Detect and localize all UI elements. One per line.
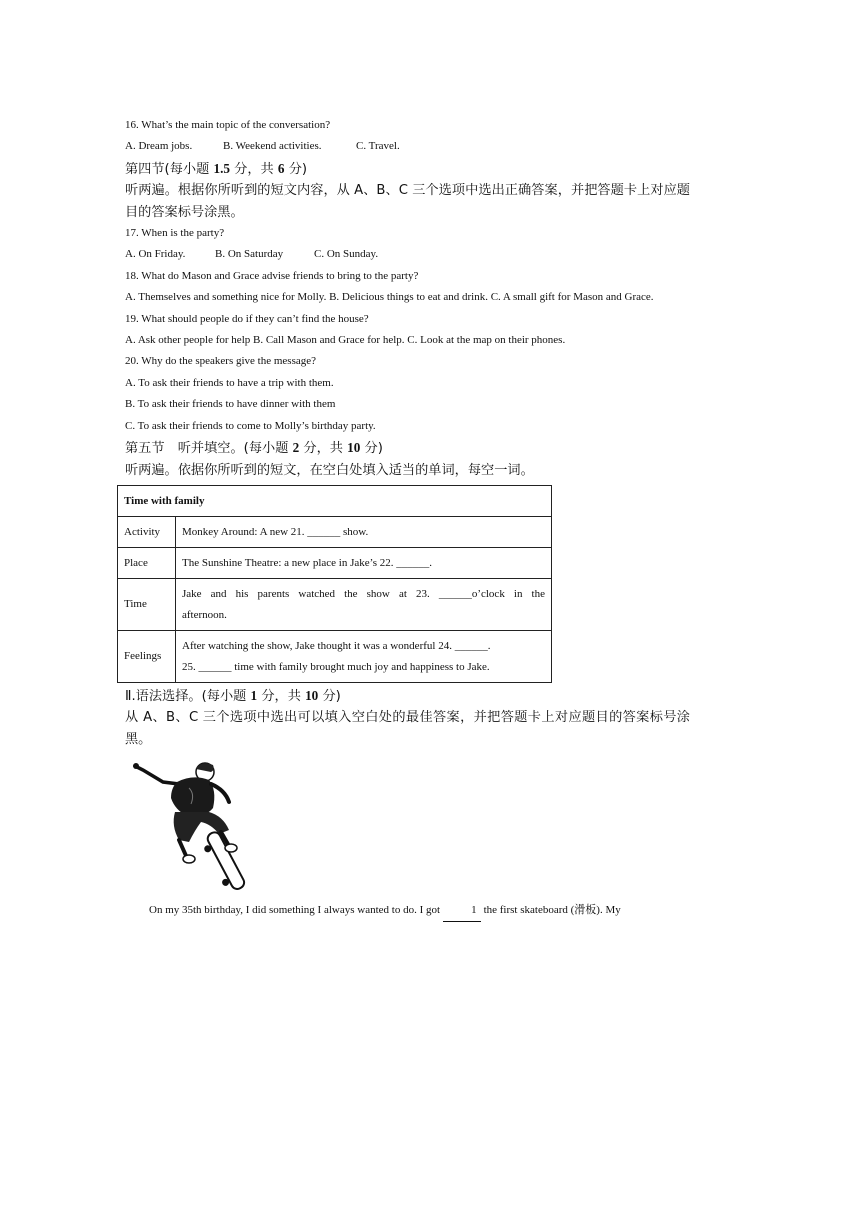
row-label: Time [118, 578, 176, 630]
q19-options: A. Ask other people for help B. Call Mason and Grace for help. C. Look at the map on their phones. [125, 334, 566, 347]
row-text [176, 630, 552, 682]
passage-blank-1: 1 [443, 900, 481, 922]
table-row [118, 578, 552, 630]
row-label: Feelings [118, 630, 176, 682]
q16-option-b: B. Weekend activities. [223, 140, 322, 153]
row-text: The Sunshine Theatre: a new place in Jake’s 22. ______. [176, 547, 552, 578]
section5-instruction: 听两遍。依据你所听到的短文，在空白处填入适当的单词，每空一词。 [125, 462, 534, 478]
row-label: Place [118, 547, 176, 578]
q20-option-c: C. To ask their friends to come to Molly’s birthday party. [125, 419, 376, 432]
table-row [118, 516, 552, 547]
section5-title: 第五节 听并填空。(每小题 2 分，共 10 分) [125, 440, 383, 457]
skateboarder-illustration [131, 760, 261, 890]
passage-text: On my 35th birthday, I did something I always wanted to do. I got [149, 904, 443, 917]
q16-option-a: A. Dream jobs. [125, 140, 193, 153]
q17-option-a: A. On Friday. [125, 248, 186, 261]
row-text-line: Jake and his parents watched the show at 23. ______o’clock in the [182, 587, 545, 600]
time-with-family-table [117, 485, 552, 683]
q18-question: 18. What do Mason and Grace advise friends to bring to the party? [125, 269, 419, 282]
q16-question: 16. What’s the main topic of the conversation? [125, 119, 331, 131]
q19-question: 19. What should people do if they can’t find the house? [125, 312, 369, 325]
table-header: Time with family [118, 485, 552, 516]
q18-options: A. Themselves and something nice for Molly. B. Delicious things to eat and drink. C. A small gift for Mason and Grace. [125, 291, 654, 304]
passage-text: the first skateboard (滑板). My [480, 904, 621, 917]
q20-option-b: B. To ask their friends to have dinner with them [125, 398, 336, 411]
passage-first-line [125, 900, 690, 922]
row-label: Activity [118, 516, 176, 547]
row-text-line: After watching the show, Jake thought it was a wonderful 24. ______. [182, 639, 491, 652]
part2-instruction: 从 A、B、C 三个选项中选出可以填入空白处的最佳答案，并把答题卡上对应题目的答案标号涂黑。 [125, 710, 690, 747]
exam-page [125, 115, 690, 922]
table-row [118, 630, 552, 682]
q17-options [125, 244, 690, 265]
skateboarder-image [131, 760, 261, 890]
q16-option-c: C. Travel. [356, 140, 400, 153]
q17-question: 17. When is the party? [125, 227, 225, 240]
row-text [176, 578, 552, 630]
q16-options [125, 136, 690, 157]
q17-option-b: B. On Saturday [215, 248, 284, 261]
row-text-line: 25. ______ time with family brought much joy and happiness to Jake. [182, 660, 490, 673]
table-row [118, 547, 552, 578]
q20-question: 20. Why do the speakers give the message? [125, 355, 317, 368]
section4-instruction: 听两遍。根据你所听到的短文内容，从 A、B、C 三个选项中选出正确答案，并把答题卡上对应题目的答案标号涂黑。 [125, 183, 690, 220]
row-text: Monkey Around: A new 21. ______ show. [176, 516, 552, 547]
part2-title: Ⅱ.语法选择。(每小题 1 分，共 10 分) [125, 687, 341, 704]
row-text-line: afternoon. [182, 608, 227, 621]
q17-option-c: C. On Sunday. [314, 248, 379, 261]
section4-title: 第四节(每小题 1.5 分，共 6 分) [125, 160, 308, 177]
q20-option-a: A. To ask their friends to have a trip with them. [125, 376, 334, 389]
